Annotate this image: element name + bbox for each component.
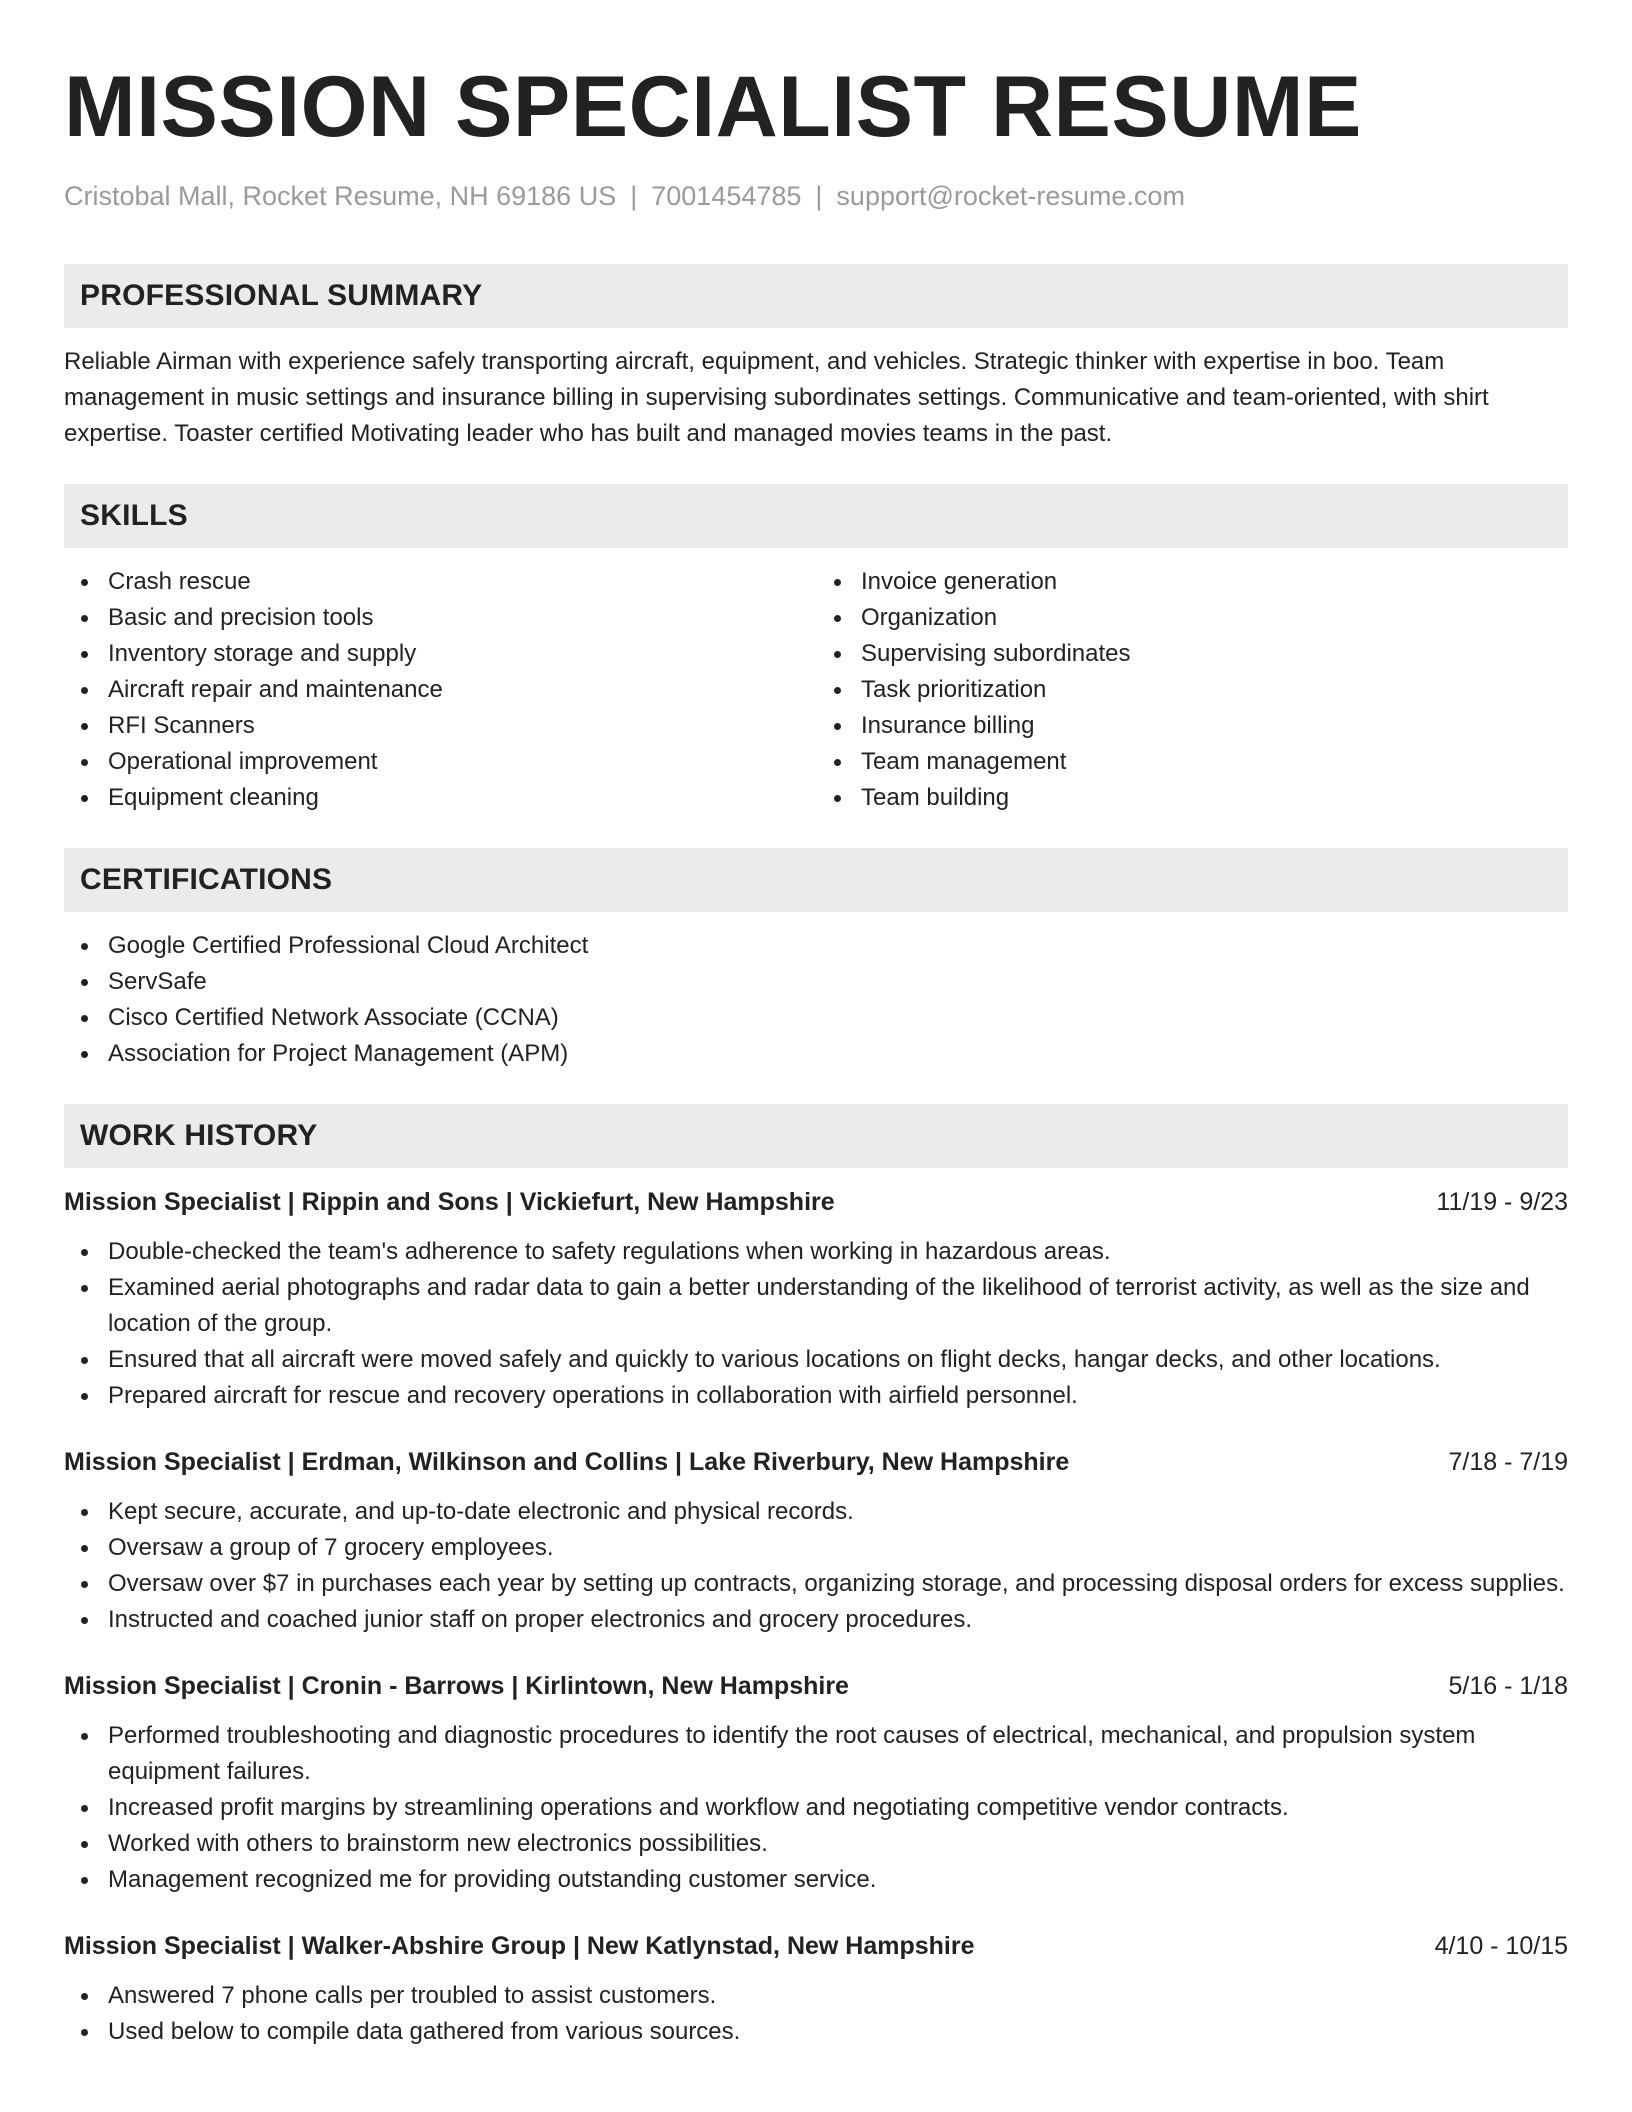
- job-bullet: Oversaw a group of 7 grocery employees.: [64, 1530, 1568, 1566]
- job-title: Mission Specialist | Rippin and Sons | Vickiefurt, New Hampshire: [64, 1188, 835, 1217]
- skills-list-left: [64, 564, 815, 816]
- job-bullet: Answered 7 phone calls per troubled to assist customers.: [64, 1978, 1568, 2014]
- job-bullet: Kept secure, accurate, and up-to-date electronic and physical records.: [64, 1494, 1568, 1530]
- job-header: [64, 1184, 1568, 1220]
- job-bullet: Increased profit margins by streamlining operations and workflow and negotiating competitive vendor contracts.: [64, 1790, 1568, 1826]
- job-bullet: Used below to compile data gathered from various sources.: [64, 2014, 1568, 2050]
- skill-item: Insurance billing: [817, 708, 1568, 744]
- certification-item: Google Certified Professional Cloud Architect: [64, 928, 1568, 964]
- skill-item: RFI Scanners: [64, 708, 815, 744]
- job-dates: 7/18 - 7/19: [1448, 1448, 1568, 1477]
- skill-item: Aircraft repair and maintenance: [64, 672, 815, 708]
- certification-item: Cisco Certified Network Associate (CCNA): [64, 1000, 1568, 1036]
- job-title: Mission Specialist | Cronin - Barrows | Kirlintown, New Hampshire: [64, 1672, 849, 1701]
- contact-separator: |: [815, 181, 823, 211]
- certifications-section: [64, 848, 1568, 1072]
- skills-grid: [64, 564, 1568, 816]
- job-bullet: Prepared aircraft for rescue and recovery operations in collaboration with airfield personnel.: [64, 1378, 1568, 1414]
- job-bullets: [64, 1978, 1568, 2050]
- job-header: [64, 1668, 1568, 1704]
- summary-section: [64, 264, 1568, 452]
- job-title: Mission Specialist | Walker-Abshire Group | New Katlynstad, New Hampshire: [64, 1932, 975, 1961]
- job-bullet: Examined aerial photographs and radar data to gain a better understanding of the likelihood of terrorist activity, as well as the size and location of the group.: [64, 1270, 1568, 1342]
- job-bullet: Worked with others to brainstorm new electronics possibilities.: [64, 1826, 1568, 1862]
- skill-item: Team building: [817, 780, 1568, 816]
- resume-title: MISSION SPECIALIST RESUME: [64, 59, 1362, 155]
- skill-item: Basic and precision tools: [64, 600, 815, 636]
- contact-address: Cristobal Mall, Rocket Resume, NH 69186 US: [64, 181, 617, 211]
- contact-phone: 7001454785: [651, 181, 802, 211]
- job-bullets: [64, 1494, 1568, 1638]
- job-entry: [64, 1668, 1568, 1898]
- skill-item: Invoice generation: [817, 564, 1568, 600]
- job-bullet: Double-checked the team's adherence to safety regulations when working in hazardous areas.: [64, 1234, 1568, 1270]
- skill-item: Supervising subordinates: [817, 636, 1568, 672]
- skills-heading: SKILLS: [64, 484, 1568, 548]
- skill-item: Inventory storage and supply: [64, 636, 815, 672]
- skill-item: Team management: [817, 744, 1568, 780]
- job-bullet: Ensured that all aircraft were moved safely and quickly to various locations on flight decks, hangar decks, and other locations.: [64, 1342, 1568, 1378]
- work-history-section: [64, 1104, 1568, 2050]
- certification-item: ServSafe: [64, 964, 1568, 1000]
- work-history-heading: WORK HISTORY: [64, 1104, 1568, 1168]
- job-dates: 5/16 - 1/18: [1448, 1672, 1568, 1701]
- contact-email: support@rocket-resume.com: [836, 181, 1185, 211]
- skill-item: Equipment cleaning: [64, 780, 815, 816]
- job-dates: 4/10 - 10/15: [1434, 1932, 1568, 1961]
- skills-list-right: [815, 564, 1568, 816]
- skill-item: Task prioritization: [817, 672, 1568, 708]
- certification-item: Association for Project Management (APM): [64, 1036, 1568, 1072]
- summary-heading: PROFESSIONAL SUMMARY: [64, 264, 1568, 328]
- job-entry: [64, 1928, 1568, 2050]
- job-bullet: Management recognized me for providing outstanding customer service.: [64, 1862, 1568, 1898]
- certifications-heading: CERTIFICATIONS: [64, 848, 1568, 912]
- job-entry: [64, 1444, 1568, 1638]
- skill-item: Organization: [817, 600, 1568, 636]
- contact-separator: |: [630, 181, 638, 211]
- job-bullet: Oversaw over $7 in purchases each year by setting up contracts, organizing storage, and processing disposal orders for excess supplies.: [64, 1566, 1568, 1602]
- skills-section: [64, 484, 1568, 816]
- skill-item: Crash rescue: [64, 564, 815, 600]
- job-dates: 11/19 - 9/23: [1436, 1188, 1568, 1217]
- job-bullets: [64, 1234, 1568, 1414]
- skill-item: Operational improvement: [64, 744, 815, 780]
- job-header: [64, 1928, 1568, 1964]
- job-title: Mission Specialist | Erdman, Wilkinson and Collins | Lake Riverbury, New Hampshire: [64, 1448, 1070, 1477]
- contact-line: [64, 180, 1568, 212]
- job-bullet: Instructed and coached junior staff on proper electronics and grocery procedures.: [64, 1602, 1568, 1638]
- job-entry: [64, 1184, 1568, 1414]
- job-header: [64, 1444, 1568, 1480]
- certifications-list: [64, 928, 1568, 1072]
- summary-text: Reliable Airman with experience safely transporting aircraft, equipment, and vehicles. Strategic thinker with expertise in boo. Team management in music settings and insurance billing in supervising subordinates settings. Communicative and team-oriented, with shirt expertise. Toaster certified Motivating leader who has built and managed movies teams in the past.: [64, 348, 1489, 448]
- job-bullet: Performed troubleshooting and diagnostic procedures to identify the root causes of electrical, mechanical, and propulsion system equipment failures.: [64, 1718, 1568, 1790]
- job-bullets: [64, 1718, 1568, 1898]
